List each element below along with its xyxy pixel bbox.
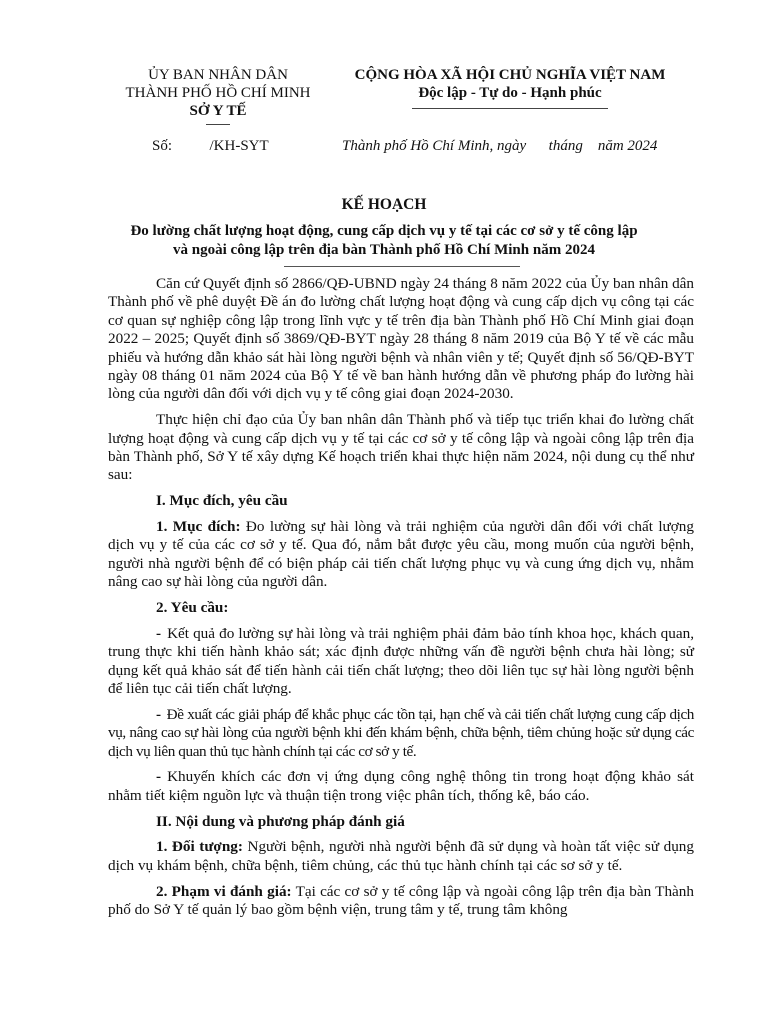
document-subtitle xyxy=(100,222,668,259)
bullet-dash: - xyxy=(156,705,161,723)
requirement-text-2: Đề xuất các giải pháp để khắc phục các tồn tại, hạn chế và cải tiến chất lượng cung cấp dịch vụ, nâng cao sự hài lòng của người bệnh khi đến khám bệnh, chữa bệnh, tiêm chủng hoặc sử dụng các dịch vụ liên quan thủ tục hành chính tại các cơ sở y tế. xyxy=(108,705,694,760)
scope-label: 2. Phạm vi đánh giá: xyxy=(156,882,292,900)
requirement-item-2 xyxy=(108,706,694,761)
subject-label: 1. Đối tượng: xyxy=(156,838,243,856)
place-and-date: Thành phố Hồ Chí Minh, ngày tháng năm 2024 xyxy=(342,138,658,154)
requirement-item-1 xyxy=(108,625,694,699)
section-1-heading: I. Mục đích, yêu cầu xyxy=(156,492,288,510)
requirement-text-1: Kết quả đo lường sự hài lòng và trải nghiệm phải đảm bảo tính khoa học, khách quan, trung thực khi tiến hành khảo sát; xác định được những vấn đề người bệnh chưa hài lòng; sử dụng kết quả khảo sát để tiến hành cải tiến chất lượng; theo dõi liên tục sự hài lòng người bệnh để liên tục cải tiến chất lượng. xyxy=(108,624,694,698)
subtitle-line-1: Đo lường chất lượng hoạt động, cung cấp dịch vụ y tế tại các cơ sở y tế công lập xyxy=(130,223,638,239)
document-title: KẾ HOẠCH xyxy=(341,196,427,213)
purpose-paragraph xyxy=(108,518,694,592)
bullet-dash: - xyxy=(156,624,162,642)
national-motto: Độc lập - Tự do - Hạnh phúc xyxy=(418,85,602,101)
authority-line-2: THÀNH PHỐ HỒ CHÍ MINH xyxy=(125,85,311,101)
scope-paragraph xyxy=(108,883,694,920)
subtitle-underline xyxy=(284,266,520,267)
national-heading xyxy=(340,66,680,109)
purpose-text: Đo lường sự hài lòng và trải nghiệm của người dân đối với chất lượng dịch vụ y tế của các cơ sở y tế. Qua đó, nắm bắt được yêu cầu, mong muốn của người bệnh, người nhà người bệnh để có biện pháp cải tiến chất lượng phục vụ và cung ứng dịch vụ, nhằm nâng cao sự hài lòng của người dân. xyxy=(108,518,694,591)
motto-underline xyxy=(412,108,608,109)
document-number: Số: /KH-SYT xyxy=(152,138,269,154)
requirement-text-3: Khuyến khích các đơn vị ứng dụng công nghệ thông tin trong hoạt động khảo sát nhằm tiết kiệm nguồn lực và thuận tiện trong việc phân tích, thống kê, báo cáo. xyxy=(108,768,694,804)
subject-paragraph xyxy=(108,838,694,875)
authority-line-3: SỞ Y TẾ xyxy=(189,103,247,119)
authority-underline xyxy=(206,124,230,125)
implementation-paragraph: Thực hiện chỉ đạo của Ủy ban nhân dân Thành phố và tiếp tục triển khai đo lường chất lượng hoạt động và cung cấp dịch vụ y tế tại các cơ sở y tế công lập và ngoài công lập trên địa bàn Thành phố, Sở Y tế xây dựng Kế hoạch triển khai thực hiện năm 2024, nội dung cụ thể như sau: xyxy=(108,411,694,484)
subtitle-line-2: và ngoài công lập trên địa bàn Thành phố Hồ Chí Minh năm 2024 xyxy=(173,241,595,258)
subject-text: Người bệnh, người nhà người bệnh đã sử dụng và hoàn tất việc sử dụng dịch vụ khám bệnh, chữa bệnh, tiêm chủng, các thủ tục hành chính tại các sơ sở y tế. xyxy=(108,838,694,874)
country-name: CỘNG HÒA XÃ HỘI CHỦ NGHĨA VIỆT NAM xyxy=(354,67,666,83)
issuing-authority xyxy=(108,66,328,125)
requirement-item-3 xyxy=(108,768,694,805)
scope-text: Tại các cơ sở y tế công lập và ngoài công lập trên địa bàn Thành phố do Sở Y tế quản lý bao gồm bệnh viện, trung tâm y tế, trung tâm không xyxy=(108,882,694,919)
document-body xyxy=(108,275,694,927)
section-2-heading: II. Nội dung và phương pháp đánh giá xyxy=(156,812,405,830)
purpose-label: 1. Mục đích: xyxy=(156,518,241,536)
authority-line-1: ỦY BAN NHÂN DÂN xyxy=(148,67,288,83)
legal-basis-paragraph: Căn cứ Quyết định số 2866/QĐ-UBND ngày 24 tháng 8 năm 2022 của Ủy ban nhân dân Thành phố về phê duyệt Đề án đo lường chất lượng hoạt động và cung cấp dịch vụ công tại các cơ quan sự nghiệp công lập trong lĩnh vực y tế trên địa bàn Thành phố Hồ Chí Minh giai đoạn 2022 – 2025; Quyết định số 3869/QĐ-BYT ngày 28 tháng 8 năm 2019 của Bộ Y tế về các mẫu phiếu và hướng dẫn khảo sát hài lòng người bệnh và nhân viên y tế; Quyết định số 56/QĐ-BYT ngày 08 tháng 01 năm 2024 của Bộ Y tế về ban hành hướng dẫn về phương pháp đo lường hài lòng của người dân đối với dịch vụ y tế công giai đoạn 2024-2030. xyxy=(108,275,695,403)
bullet-dash: - xyxy=(156,768,162,786)
requirements-heading: 2. Yêu cầu: xyxy=(156,599,229,617)
